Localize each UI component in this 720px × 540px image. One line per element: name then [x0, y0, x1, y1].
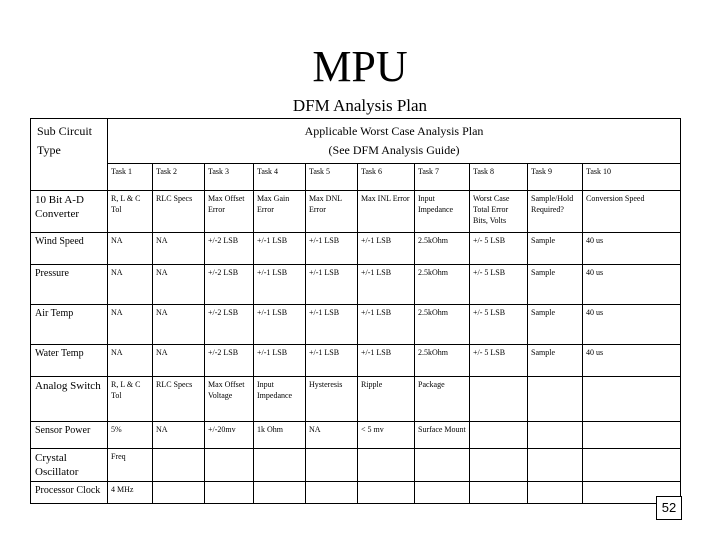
task-header-7: Task 7 [415, 164, 470, 191]
table-cell-task-8: Worst Case Total Error Bits, Volts [470, 191, 528, 233]
table-cell-task-6: +/-1 LSB [358, 345, 415, 377]
subcircuit-label: Analog Switch [31, 377, 108, 422]
table-row [31, 265, 681, 305]
table-cell-task-5: Hysteresis [306, 377, 358, 422]
table-cell-task-8: +/- 5 LSB [470, 265, 528, 305]
table-cell-task-2: NA [153, 233, 205, 265]
table-cell-task-4: +/-1 LSB [254, 305, 306, 345]
table-cell-task-2: NA [153, 265, 205, 305]
table-cell-task-7: Package [415, 377, 470, 422]
table-cell-task-6: < 5 mv [358, 422, 415, 449]
table-cell-task-10: 40 us [583, 305, 681, 345]
table-cell-task-9: Sample [528, 265, 583, 305]
table-cell-task-5: NA [306, 422, 358, 449]
task-header-6: Task 6 [358, 164, 415, 191]
table-cell-task-2: NA [153, 422, 205, 449]
table-cell-task-8 [470, 449, 528, 482]
table-cell-task-7: 2.5kOhm [415, 265, 470, 305]
table-cell-task-4: 1k Ohm [254, 422, 306, 449]
table-cell-task-2 [153, 449, 205, 482]
task-header-5: Task 5 [306, 164, 358, 191]
table-cell-task-1: R, L & C Tol [108, 191, 153, 233]
table-row [31, 191, 681, 233]
table-cell-task-4: Max Gain Error [254, 191, 306, 233]
table-cell-task-1: NA [108, 233, 153, 265]
table-cell-task-7: Surface Mount [415, 422, 470, 449]
subcircuit-label: Water Temp [31, 345, 108, 377]
table-cell-task-1: NA [108, 265, 153, 305]
table-cell-task-5: +/-1 LSB [306, 265, 358, 305]
table-cell-task-8 [470, 482, 528, 504]
task-header-1: Task 1 [108, 164, 153, 191]
table-cell-task-6: Max INL Error [358, 191, 415, 233]
table-cell-task-1: 4 MHz [108, 482, 153, 504]
subcircuit-header-line1: Sub Circuit [37, 124, 93, 138]
table-cell-task-3: +/-2 LSB [205, 305, 254, 345]
subcircuit-label: Crystal Oscillator [31, 449, 108, 482]
table-cell-task-5: +/-1 LSB [306, 345, 358, 377]
table-cell-task-2: NA [153, 305, 205, 345]
table-cell-task-6: Ripple [358, 377, 415, 422]
table-cell-task-4: Input Impedance [254, 377, 306, 422]
table-cell-task-10: 40 us [583, 345, 681, 377]
table-row [31, 449, 681, 482]
analysis-plan-header [108, 119, 681, 164]
table-cell-task-8 [470, 422, 528, 449]
task-header-4: Task 4 [254, 164, 306, 191]
table-cell-task-1: Freq [108, 449, 153, 482]
table-cell-task-1: R, L & C Tol [108, 377, 153, 422]
table-cell-task-4: +/-1 LSB [254, 265, 306, 305]
analysis-plan-header-line2: (See DFM Analysis Guide) [328, 143, 460, 157]
task-header-row [31, 164, 681, 191]
table-cell-task-9: Sample/Hold Required? [528, 191, 583, 233]
table-cell-task-5 [306, 482, 358, 504]
table-cell-task-3: +/-2 LSB [205, 345, 254, 377]
table-row [31, 422, 681, 449]
table-cell-task-6: +/-1 LSB [358, 233, 415, 265]
table-row [31, 345, 681, 377]
table-cell-task-4: +/-1 LSB [254, 345, 306, 377]
table-cell-task-7: 2.5kOhm [415, 345, 470, 377]
table-cell-task-6: +/-1 LSB [358, 265, 415, 305]
table-cell-task-7: Input Impedance [415, 191, 470, 233]
table-cell-task-1: NA [108, 345, 153, 377]
dfm-analysis-table [30, 118, 681, 504]
table-cell-task-8: +/- 5 LSB [470, 233, 528, 265]
table-cell-task-9 [528, 482, 583, 504]
table-cell-task-3: +/-2 LSB [205, 233, 254, 265]
slide-subtitle: DFM Analysis Plan [292, 96, 428, 115]
table-cell-task-1: NA [108, 305, 153, 345]
table-cell-task-5: +/-1 LSB [306, 233, 358, 265]
table-cell-task-4 [254, 449, 306, 482]
table-cell-task-6: +/-1 LSB [358, 305, 415, 345]
subcircuit-type-header [31, 119, 108, 191]
table-cell-task-3: +/-2 LSB [205, 265, 254, 305]
table-cell-task-9 [528, 377, 583, 422]
table-cell-task-6 [358, 449, 415, 482]
subcircuit-label: Processor Clock [31, 482, 108, 504]
table-cell-task-9: Sample [528, 305, 583, 345]
task-header-8: Task 8 [470, 164, 528, 191]
table-cell-task-3: Max Offset Error [205, 191, 254, 233]
table-cell-task-1: 5% [108, 422, 153, 449]
table-row [31, 305, 681, 345]
table-cell-task-7 [415, 449, 470, 482]
table-cell-task-10 [583, 449, 681, 482]
table-cell-task-9 [528, 422, 583, 449]
subcircuit-header-line2: Type [37, 143, 61, 157]
task-header-2: Task 2 [153, 164, 205, 191]
task-header-10: Task 10 [583, 164, 681, 191]
page-number: 52 [656, 496, 682, 520]
table-cell-task-10: Conversion Speed [583, 191, 681, 233]
table-row [31, 233, 681, 265]
table-cell-task-10 [583, 422, 681, 449]
table-cell-task-2: NA [153, 345, 205, 377]
subcircuit-label: 10 Bit A-D Converter [31, 191, 108, 233]
table-cell-task-5 [306, 449, 358, 482]
subcircuit-label: Wind Speed [31, 233, 108, 265]
table-cell-task-5: +/-1 LSB [306, 305, 358, 345]
subcircuit-label: Pressure [31, 265, 108, 305]
table-cell-task-3 [205, 482, 254, 504]
table-cell-task-5: Max DNL Error [306, 191, 358, 233]
subcircuit-label: Sensor Power [31, 422, 108, 449]
table-row [31, 377, 681, 422]
table-cell-task-10 [583, 377, 681, 422]
table-cell-task-6 [358, 482, 415, 504]
table-cell-task-3: +/-20mv [205, 422, 254, 449]
table-cell-task-8: +/- 5 LSB [470, 345, 528, 377]
table-cell-task-3: Max Offset Voltage [205, 377, 254, 422]
task-header-3: Task 3 [205, 164, 254, 191]
table-cell-task-2 [153, 482, 205, 504]
table-cell-task-8: +/- 5 LSB [470, 305, 528, 345]
table-cell-task-4 [254, 482, 306, 504]
table-cell-task-9: Sample [528, 345, 583, 377]
subcircuit-label: Air Temp [31, 305, 108, 345]
table-cell-task-10: 40 us [583, 265, 681, 305]
analysis-plan-header-line1: Applicable Worst Case Analysis Plan [304, 124, 484, 138]
table-cell-task-9 [528, 449, 583, 482]
table-cell-task-4: +/-1 LSB [254, 233, 306, 265]
table-cell-task-3 [205, 449, 254, 482]
task-header-9: Task 9 [528, 164, 583, 191]
slide-title: MPU [312, 42, 408, 91]
table-cell-task-7: 2.5kOhm [415, 233, 470, 265]
table-cell-task-7 [415, 482, 470, 504]
table-cell-task-2: RLC Specs [153, 191, 205, 233]
table-cell-task-2: RLC Specs [153, 377, 205, 422]
table-cell-task-9: Sample [528, 233, 583, 265]
table-cell-task-8 [470, 377, 528, 422]
table-header-row [31, 119, 681, 164]
table-row [31, 482, 681, 504]
table-cell-task-10: 40 us [583, 233, 681, 265]
table-cell-task-7: 2.5kOhm [415, 305, 470, 345]
